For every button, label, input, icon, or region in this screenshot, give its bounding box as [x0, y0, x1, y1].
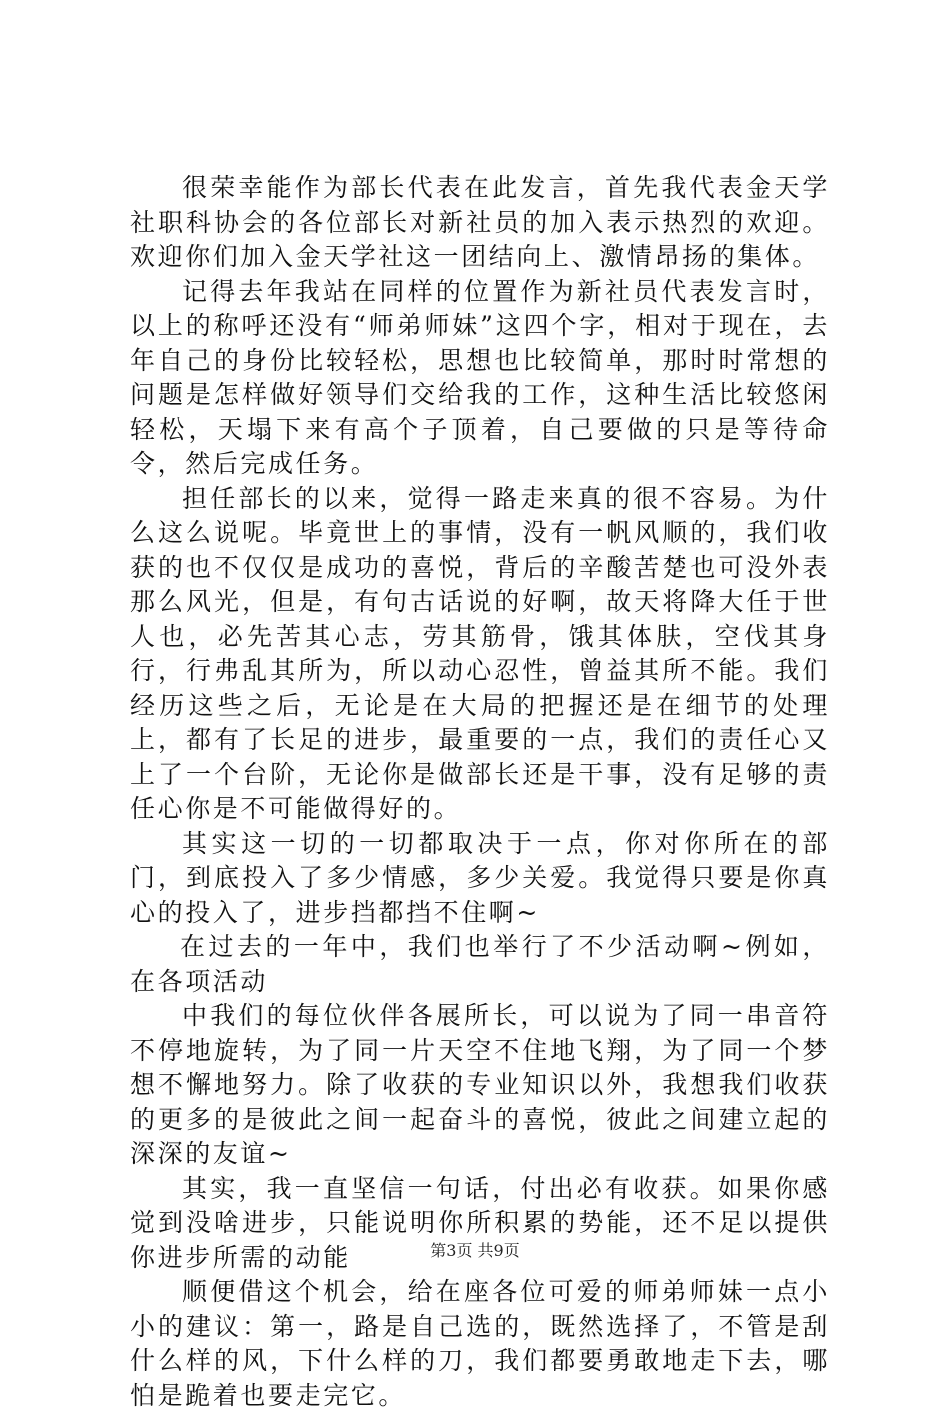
paragraph-5: 在过去的一年中，我们也举行了不少活动啊~例如，在各项活动 — [130, 932, 830, 996]
page-number-footer: 第3页 共9页 — [430, 1241, 520, 1260]
paragraph-7: 其实，我一直坚信一句话，付出必有收获。如果你感觉到没啥进步，只能说明你所积累的势能，还不足以提供你进步所需的动能 — [130, 1173, 830, 1272]
paragraph-2: 记得去年我站在同样的位置作为新社员代表发言时，以上的称呼还没有“师弟师妹”这四个字，相对于现在，去年自己的身份比较轻松，思想也比较简单，那时时常想的问题是怎样做好领导们交给我的工作，这种生活比较悠闲轻松，天塌下来有高个子顶着，自己要做的只是等待命令，然后完成任务。 — [130, 276, 830, 478]
paragraph-3: 担任部长的以来，觉得一路走来真的很不容易。为什么这么说呢。毕竟世上的事情，没有一帆风顺的，我们收获的也不仅仅是成功的喜悦，背后的辛酸苦楚也可没外表那么风光，但是，有句古话说的好啊，故天将降大任于世人也，必先苦其心志，劳其筋骨，饿其体肤，空伐其身行，行弗乱其所为，所以动心忍性，曾益其所不能。我们经历这些之后，无论是在大局的把握还是在细节的处理上，都有了长足的进步，最重要的一点，我们的责任心又上了一个台阶，无论你是做部长还是干事，没有足够的责任心你是不可能做得好的。 — [130, 483, 830, 823]
paragraph-6: 中我们的每位伙伴各展所长，可以说为了同一串音符不停地旋转，为了同一片天空不住地飞翔，为了同一个梦想不懈地努力。除了收获的专业知识以外，我想我们收获的更多的是彼此之间一起奋斗的喜悦，彼此之间建立起的深深的友谊~ — [130, 1001, 830, 1168]
paragraph-4: 其实这一切的一切都取决于一点，你对你所在的部门，到底投入了多少情感，多少关爱。我觉得只要是你真心的投入了，进步挡都挡不住啊~ — [130, 828, 830, 927]
paragraph-1: 很荣幸能作为部长代表在此发言，首先我代表金天学社职科协会的各位部长对新社员的加入表示热烈的欢迎。欢迎你们加入金天学社这一团结向上、激情昂扬的集体。 — [130, 173, 830, 271]
paragraph-8: 顺便借这个机会，给在座各位可爱的师弟师妹一点小小的建议：第一，路是自己选的，既然选择了，不管是刮什么样的风，下什么样的刀，我们都要勇敢地走下去，哪怕是跪着也要走完它。 — [130, 1277, 830, 1410]
document-body — [130, 171, 830, 1413]
